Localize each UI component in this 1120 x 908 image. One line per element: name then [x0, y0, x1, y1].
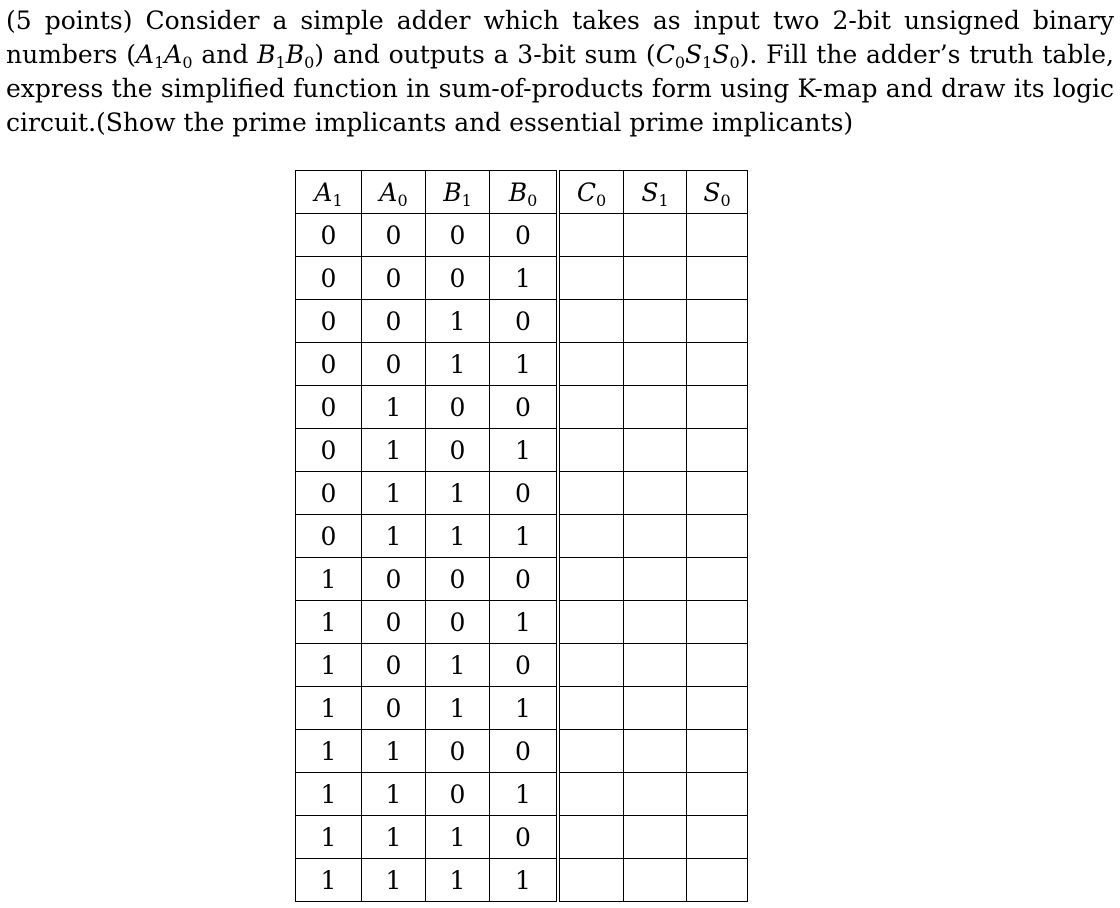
- output-s0-cell[interactable]: [687, 773, 748, 816]
- output-s1-cell[interactable]: [624, 773, 687, 816]
- input-cell: 1: [296, 816, 362, 859]
- table-row: [296, 816, 748, 859]
- input-cell: 0: [296, 386, 362, 429]
- output-s0-cell[interactable]: [687, 429, 748, 472]
- input-cell: 1: [296, 773, 362, 816]
- table-row: [296, 644, 748, 687]
- input-cell: 0: [362, 257, 426, 300]
- input-cell: 1: [362, 859, 426, 902]
- table-row: [296, 687, 748, 730]
- output-s0-cell[interactable]: [687, 343, 748, 386]
- input-cell: 1: [426, 472, 490, 515]
- table-row: [296, 601, 748, 644]
- input-cell: 1: [426, 515, 490, 558]
- output-s1-cell[interactable]: [624, 472, 687, 515]
- input-cell: 0: [490, 386, 559, 429]
- header-b0: $B_0$: [490, 171, 559, 214]
- input-cell: 1: [362, 429, 426, 472]
- output-s0-cell[interactable]: [687, 386, 748, 429]
- points-label: (5 points): [6, 6, 133, 35]
- input-cell: 0: [362, 644, 426, 687]
- input-cell: 1: [490, 601, 559, 644]
- output-s1-cell[interactable]: [624, 429, 687, 472]
- input-cell: 0: [362, 687, 426, 730]
- header-s0: $S_0$: [687, 171, 748, 214]
- table-row: [296, 257, 748, 300]
- input-cell: 0: [296, 429, 362, 472]
- truth-table-header: [296, 171, 748, 214]
- input-cell: 0: [426, 214, 490, 257]
- input-cell: 1: [490, 429, 559, 472]
- output-s1-cell[interactable]: [624, 859, 687, 902]
- output-c0-cell[interactable]: [558, 816, 624, 859]
- input-cell: 1: [362, 386, 426, 429]
- input-cell: 0: [362, 300, 426, 343]
- input-cell: 0: [426, 386, 490, 429]
- problem-statement: (5 points) Consider a simple adder which takes as input two 2-bit unsigned binary numbers ($A_1A_0$ and $B_1B_0$) and outputs a 3-bit sum $(C_0S_1S_0)$. Fill the adder’s truth table, express the simplified function in sum-of-products form using K-map and draw its logic circuit.(Show the prime implicants and essential prime implicants): [6, 6, 1114, 137]
- input-cell: 0: [362, 214, 426, 257]
- input-cell: 1: [296, 558, 362, 601]
- input-cell: 0: [296, 214, 362, 257]
- header-s1: $S_1$: [624, 171, 687, 214]
- input-cell: 1: [362, 773, 426, 816]
- input-cell: 1: [426, 687, 490, 730]
- input-cell: 0: [426, 601, 490, 644]
- input-cell: 1: [296, 859, 362, 902]
- output-s0-cell[interactable]: [687, 816, 748, 859]
- output-c0-cell[interactable]: [558, 300, 624, 343]
- header-a0: $A_0$: [362, 171, 426, 214]
- output-s1-cell[interactable]: [624, 515, 687, 558]
- input-cell: 0: [362, 601, 426, 644]
- table-row: [296, 343, 748, 386]
- input-cell: 0: [490, 300, 559, 343]
- output-s1-cell[interactable]: [624, 343, 687, 386]
- input-cell: 0: [490, 472, 559, 515]
- output-s1-cell[interactable]: [624, 558, 687, 601]
- output-c0-cell[interactable]: [558, 687, 624, 730]
- input-cell: 1: [490, 773, 559, 816]
- output-c0-cell[interactable]: [558, 515, 624, 558]
- input-cell: 0: [296, 472, 362, 515]
- input-cell: 0: [362, 343, 426, 386]
- input-cell: 1: [426, 816, 490, 859]
- input-cell: 1: [296, 601, 362, 644]
- input-cell: 1: [426, 644, 490, 687]
- output-s1-cell[interactable]: [624, 257, 687, 300]
- output-c0-cell[interactable]: [558, 429, 624, 472]
- table-row: [296, 730, 748, 773]
- output-s0-cell[interactable]: [687, 601, 748, 644]
- input-cell: 1: [296, 644, 362, 687]
- output-s0-cell[interactable]: [687, 730, 748, 773]
- input-cell: 1: [362, 472, 426, 515]
- input-cell: 1: [362, 730, 426, 773]
- output-c0-cell[interactable]: [558, 257, 624, 300]
- truth-table: [295, 170, 748, 902]
- input-cell: 1: [426, 859, 490, 902]
- table-row: [296, 859, 748, 902]
- header-b1: $B_1$: [426, 171, 490, 214]
- output-s0-cell[interactable]: [687, 644, 748, 687]
- output-c0-cell[interactable]: [558, 644, 624, 687]
- input-cell: 1: [490, 687, 559, 730]
- input-cell: 1: [426, 300, 490, 343]
- input-cell: 0: [296, 257, 362, 300]
- output-s1-cell[interactable]: [624, 730, 687, 773]
- output-c0-cell[interactable]: [558, 859, 624, 902]
- output-s0-cell[interactable]: [687, 859, 748, 902]
- output-s0-cell[interactable]: [687, 515, 748, 558]
- output-s1-cell[interactable]: [624, 601, 687, 644]
- input-cell: 1: [362, 816, 426, 859]
- output-s1-cell[interactable]: [624, 214, 687, 257]
- table-row: [296, 386, 748, 429]
- output-s0-cell[interactable]: [687, 472, 748, 515]
- input-cell: 0: [490, 644, 559, 687]
- output-s0-cell[interactable]: [687, 214, 748, 257]
- table-row: [296, 429, 748, 472]
- header-c0: $C_0$: [558, 171, 624, 214]
- input-cell: 1: [490, 859, 559, 902]
- table-row: [296, 472, 748, 515]
- table-row: [296, 773, 748, 816]
- input-cell: 0: [490, 730, 559, 773]
- output-s0-cell[interactable]: [687, 687, 748, 730]
- output-s0-cell[interactable]: [687, 558, 748, 601]
- input-cell: 0: [426, 730, 490, 773]
- table-row: [296, 515, 748, 558]
- table-row: [296, 214, 748, 257]
- output-s1-cell[interactable]: [624, 300, 687, 343]
- input-cell: 0: [296, 343, 362, 386]
- truth-table-body: [296, 214, 748, 902]
- input-cell: 0: [296, 300, 362, 343]
- output-s0-cell[interactable]: [687, 257, 748, 300]
- output-c0-cell[interactable]: [558, 214, 624, 257]
- table-row: [296, 558, 748, 601]
- output-s1-cell[interactable]: [624, 386, 687, 429]
- input-cell: 0: [426, 429, 490, 472]
- output-c0-cell[interactable]: [558, 386, 624, 429]
- input-cell: 1: [490, 515, 559, 558]
- input-cell: 1: [426, 343, 490, 386]
- input-cell: 0: [362, 558, 426, 601]
- output-s0-cell[interactable]: [687, 300, 748, 343]
- input-cell: 1: [296, 730, 362, 773]
- input-cell: 1: [296, 687, 362, 730]
- output-c0-cell[interactable]: [558, 343, 624, 386]
- input-cell: 0: [426, 558, 490, 601]
- output-c0-cell[interactable]: [558, 472, 624, 515]
- input-cell: 0: [490, 816, 559, 859]
- output-c0-cell[interactable]: [558, 730, 624, 773]
- input-cell: 1: [490, 343, 559, 386]
- output-c0-cell[interactable]: [558, 773, 624, 816]
- header-a1: $A_1$: [296, 171, 362, 214]
- input-cell: 0: [426, 773, 490, 816]
- output-c0-cell[interactable]: [558, 601, 624, 644]
- input-cell: 1: [362, 515, 426, 558]
- input-cell: 1: [490, 257, 559, 300]
- output-s1-cell[interactable]: [624, 687, 687, 730]
- table-row: [296, 300, 748, 343]
- input-cell: 0: [426, 257, 490, 300]
- output-s1-cell[interactable]: [624, 816, 687, 859]
- input-cell: 0: [490, 214, 559, 257]
- input-cell: 0: [296, 515, 362, 558]
- output-s1-cell[interactable]: [624, 644, 687, 687]
- input-cell: 0: [490, 558, 559, 601]
- output-c0-cell[interactable]: [558, 558, 624, 601]
